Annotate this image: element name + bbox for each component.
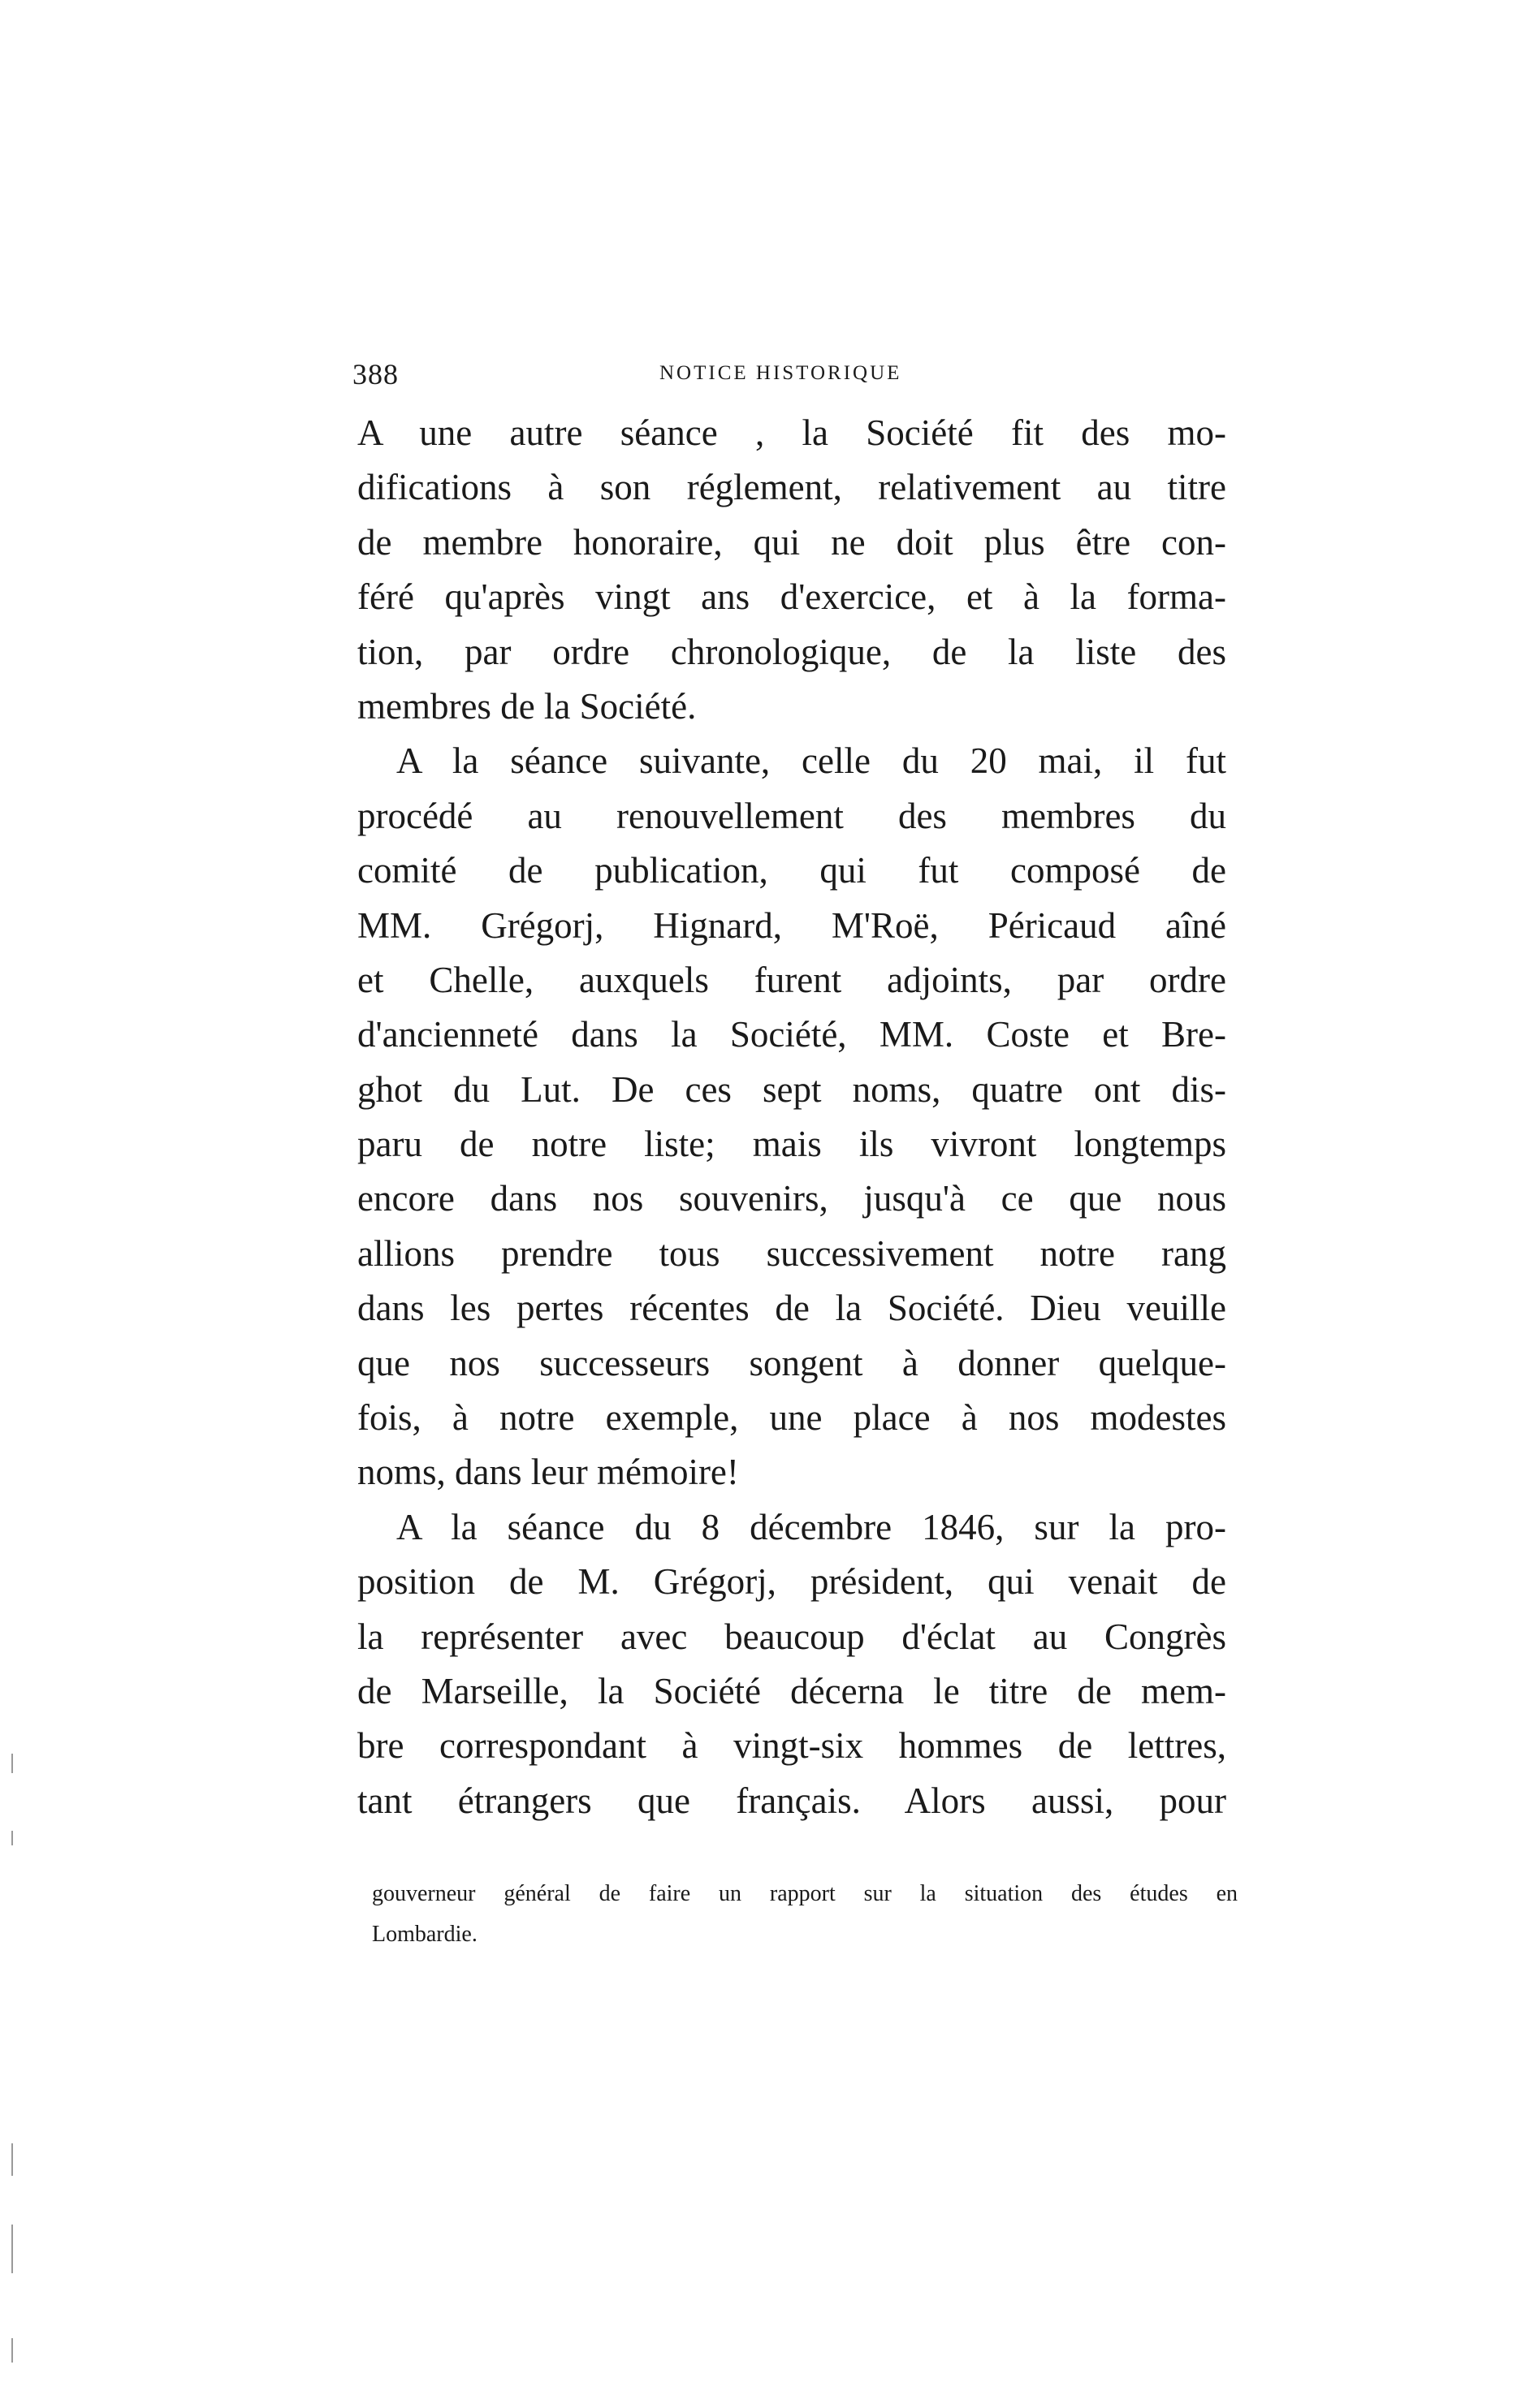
scan-artifact-mark [11,2338,13,2363]
text-line: paru de notre liste; mais ils vivront longtemps [357,1124,1226,1165]
text-line: MM. Grégorj, Hignard, M'Roë, Péricaud aîné [357,904,1226,946]
text-line: féré qu'après vingt ans d'exercice, et à la forma- [357,576,1226,618]
text-line: comité de publication, qui fut composé de [357,850,1226,891]
body-text [357,406,1226,1828]
text-line: de membre honoraire, qui ne doit plus être con- [357,521,1226,563]
text-line: que nos successeurs songent à donner quelque- [357,1342,1226,1383]
text-line: bre correspondant à vingt-six hommes de lettres, [357,1725,1226,1767]
page-number: 388 [352,358,399,391]
text-line: difications à son réglement, relativement au titre [357,467,1226,508]
text-line: position de M. Grégorj, président, qui venait de [357,1561,1226,1603]
text-line: tant étrangers que français. Alors aussi, pour [357,1780,1226,1821]
text-line: d'ancienneté dans la Société, MM. Coste et Bre- [357,1014,1226,1055]
text-line: encore dans nos souvenirs, jusqu'à ce que nous [357,1178,1226,1219]
footnote-line: gouverneur général de faire un rapport sur la situation des études en [372,1881,1238,1906]
text-line: tion, par ordre chronologique, de la liste des [357,631,1226,672]
text-line: dans les pertes récentes de la Société. Dieu veuille [357,1288,1226,1329]
text-line: noms, dans leur mémoire! [357,1452,739,1493]
text-line: A une autre séance , la Société fit des mo- [357,412,1226,453]
text-line: de Marseille, la Société décerna le titre de mem- [357,1670,1226,1711]
text-line: ghot du Lut. De ces sept noms, quatre ont dis- [357,1068,1226,1110]
text-line: et Chelle, auxquels furent adjoints, par ordre [357,959,1226,1000]
running-title: NOTICE HISTORIQUE [659,362,902,384]
footnote [372,1874,1238,1955]
text-line: A la séance du 8 décembre 1846, sur la pro- [396,1506,1226,1547]
scan-artifact-mark [11,2225,13,2273]
scan-artifact-mark [11,1831,13,1845]
scan-artifact-mark [11,1754,13,1773]
page-header [352,357,1221,398]
text-line: allions prendre tous successivement notre rang [357,1232,1226,1274]
text-line: fois, à notre exemple, une place à nos modestes [357,1397,1226,1439]
text-line: A la séance suivante, celle du 20 mai, il fut [396,740,1226,782]
text-line: membres de la Société. [357,685,697,727]
scan-artifact-mark [11,2143,13,2176]
footnote-line: Lombardie. [372,1922,478,1947]
text-line: procédé au renouvellement des membres du [357,795,1226,836]
text-line: la représenter avec beaucoup d'éclat au Congrès [357,1616,1226,1657]
